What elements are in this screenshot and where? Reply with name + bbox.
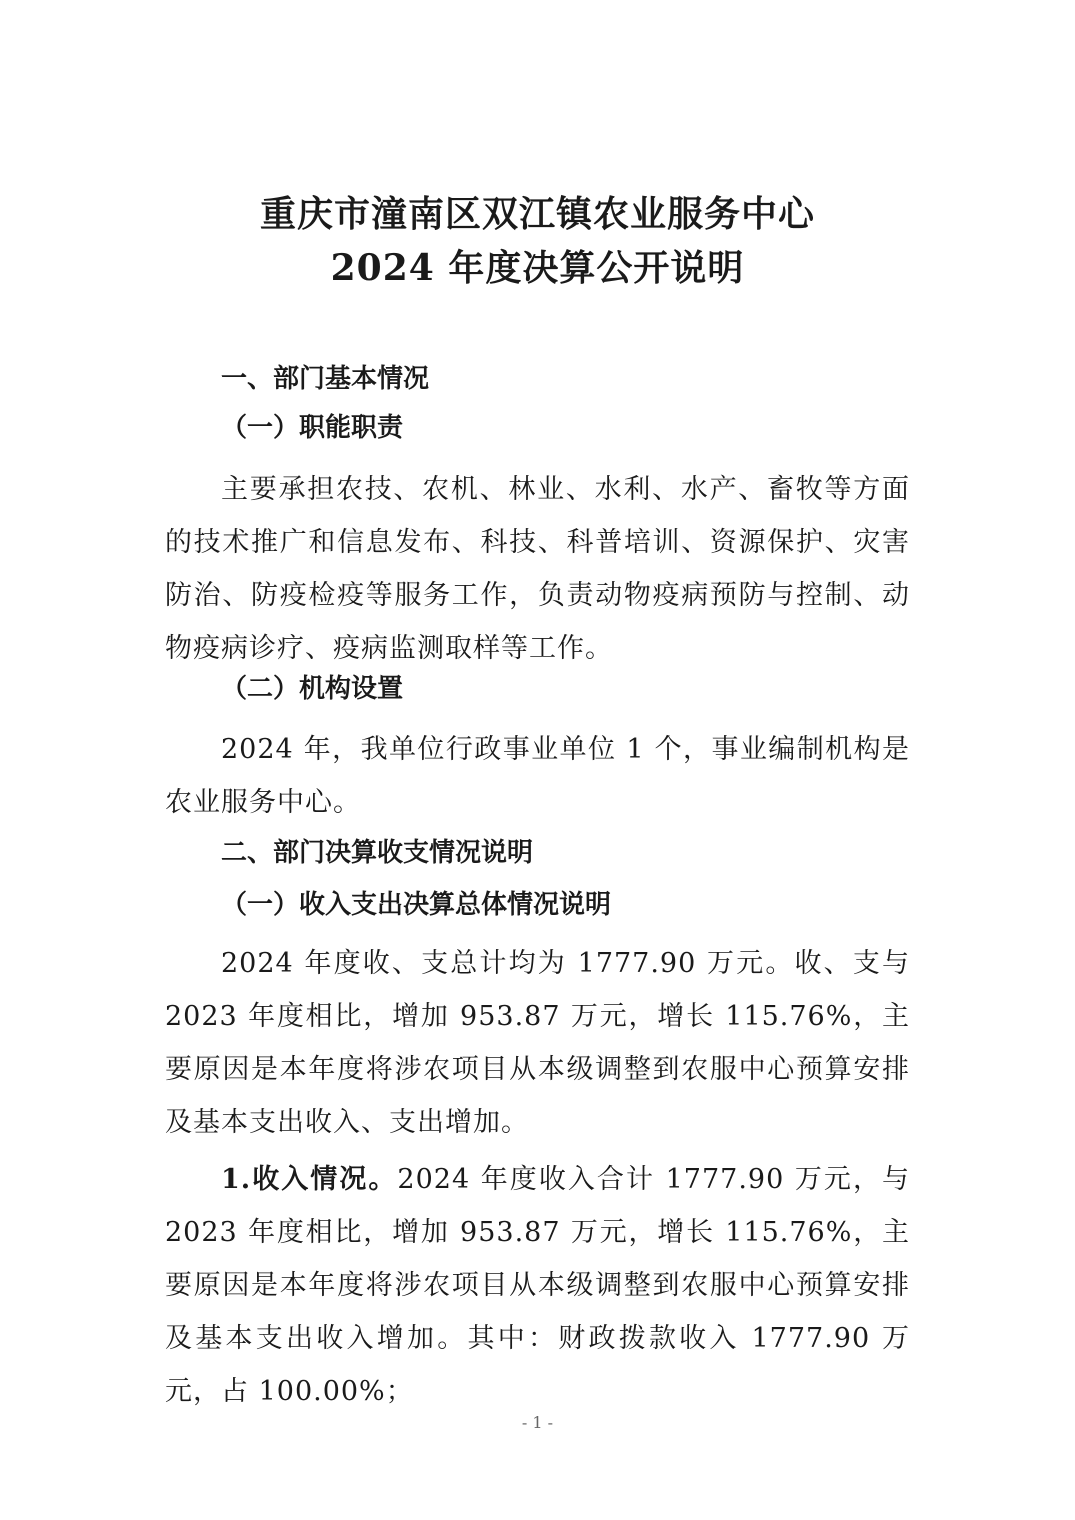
section1-sub2-heading: （二）机构设置 <box>221 674 404 704</box>
document-title-line1: 重庆市潼南区双江镇农业服务中心 <box>259 193 815 235</box>
page-number: - 1 - <box>521 1413 554 1432</box>
section2-sub1-heading: （一）收入支出决算总体情况说明 <box>221 890 612 920</box>
section2-item1-lead: 1.收入情况。 <box>221 1164 398 1195</box>
section2-item1-paragraph <box>165 1153 910 1418</box>
section1-sub2-paragraph: 2024 年，我单位行政事业单位 1 个，事业编制机构是农业服务中心。 <box>165 734 910 818</box>
section2-sub1-paragraph: 2024 年度收、支总计均为 1777.90 万元。收、支与 2023 年度相比，增加 953.87 万元，增长 115.76%，主要原因是本年度将涉农项目从本级调整到农服中心预算安排及基本支出收入、支出增加。 <box>165 948 910 1138</box>
document-title-line2: 2024 年度决算公开说明 <box>330 247 745 289</box>
section2-heading: 二、部门决算收支情况说明 <box>221 838 534 868</box>
section1-heading: 一、部门基本情况 <box>221 364 430 394</box>
section1-sub1-paragraph: 主要承担农技、农机、林业、水利、水产、畜牧等方面的技术推广和信息发布、科技、科普培训、资源保护、灾害防治、防疫检疫等服务工作，负责动物疫病预防与控制、动物疫病诊疗、疫病监测取样等工作。 <box>165 474 910 664</box>
section2-item1-text: 2024 年度收入合计 1777.90 万元，与 2023 年度相比，增加 953.87 万元，增长 115.76%，主要原因是本年度将涉农项目从本级调整到农服中心预算安排及基本支出收入增加。其中：财政拨款收入 1777.90 万元，占 100.00%； <box>165 1164 910 1407</box>
section1-sub1-heading: （一）职能职责 <box>221 413 404 443</box>
